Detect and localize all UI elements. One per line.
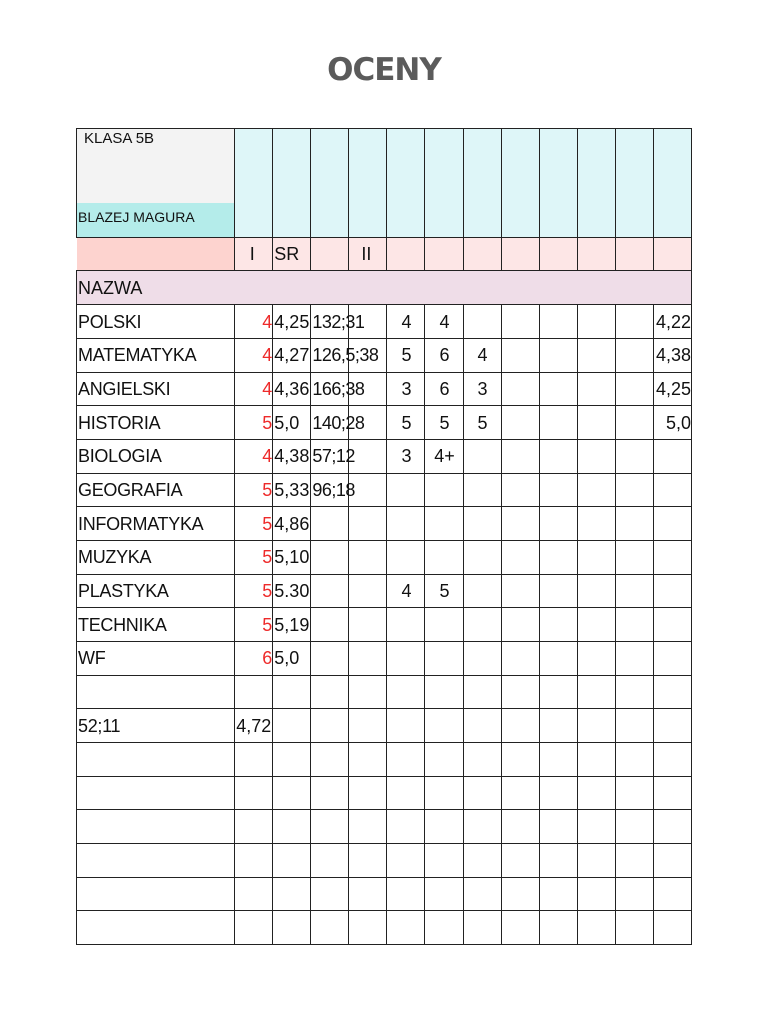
empty-cell bbox=[463, 238, 501, 271]
grade-cell: 3 bbox=[387, 372, 425, 406]
empty-cell bbox=[539, 641, 577, 675]
empty-cell bbox=[501, 507, 539, 541]
empty-cell bbox=[349, 541, 387, 575]
header-info-row bbox=[77, 129, 692, 238]
empty-cell bbox=[387, 843, 425, 877]
points-ratio bbox=[311, 574, 349, 608]
subject-row bbox=[77, 339, 692, 373]
empty-cell bbox=[387, 675, 425, 709]
empty-cell bbox=[311, 709, 349, 743]
grade-cell: 5 bbox=[387, 339, 425, 373]
empty-cell bbox=[501, 877, 539, 911]
grade-cell: 6 bbox=[425, 339, 463, 373]
average-value: 4,38 bbox=[273, 440, 311, 474]
points-ratio bbox=[311, 641, 349, 675]
empty-cell bbox=[425, 911, 463, 945]
grade-cell bbox=[463, 608, 501, 642]
empty-cell bbox=[615, 877, 653, 911]
empty-cell bbox=[615, 810, 653, 844]
empty-cell bbox=[615, 473, 653, 507]
empty-cell bbox=[425, 776, 463, 810]
first-term-grade: 4 bbox=[235, 372, 273, 406]
empty-cell bbox=[539, 709, 577, 743]
empty-cell bbox=[501, 305, 539, 339]
student-name: BLAZEJ MAGURA bbox=[77, 203, 234, 237]
grade-cell bbox=[463, 507, 501, 541]
column-header-row bbox=[77, 238, 692, 271]
grade-cell bbox=[425, 507, 463, 541]
empty-cell bbox=[311, 810, 349, 844]
empty-cell bbox=[77, 675, 235, 709]
empty-cell bbox=[615, 608, 653, 642]
average-value: 5.30 bbox=[273, 574, 311, 608]
empty-cell bbox=[539, 574, 577, 608]
empty-cell bbox=[235, 776, 273, 810]
empty-cell bbox=[273, 742, 311, 776]
empty-cell bbox=[501, 709, 539, 743]
empty-cell bbox=[577, 507, 615, 541]
subject-row bbox=[77, 608, 692, 642]
grade-cell bbox=[425, 473, 463, 507]
empty-cell bbox=[539, 911, 577, 945]
grade-cell bbox=[463, 541, 501, 575]
empty-cell bbox=[349, 709, 387, 743]
final-average: 4,38 bbox=[653, 339, 691, 373]
blank-row bbox=[77, 810, 692, 844]
empty-cell bbox=[235, 810, 273, 844]
subject-name: MUZYKA bbox=[77, 541, 235, 575]
empty-cell bbox=[539, 742, 577, 776]
empty-cell bbox=[425, 238, 463, 271]
empty-cell bbox=[77, 911, 235, 945]
grade-cell: 4 bbox=[387, 305, 425, 339]
empty-cell bbox=[425, 742, 463, 776]
empty-cell bbox=[425, 129, 463, 238]
subject-name: GEOGRAFIA bbox=[77, 473, 235, 507]
empty-cell bbox=[349, 129, 387, 238]
points-ratio bbox=[311, 608, 349, 642]
first-term-grade: 4 bbox=[235, 305, 273, 339]
points-ratio bbox=[311, 507, 349, 541]
empty-cell bbox=[653, 877, 691, 911]
empty-cell bbox=[539, 675, 577, 709]
empty-cell bbox=[577, 406, 615, 440]
grade-cell bbox=[463, 641, 501, 675]
first-term-grade: 5 bbox=[235, 608, 273, 642]
empty-cell bbox=[311, 843, 349, 877]
empty-cell bbox=[425, 675, 463, 709]
empty-cell bbox=[539, 372, 577, 406]
empty-cell bbox=[539, 440, 577, 474]
empty-cell bbox=[387, 238, 425, 271]
empty-cell bbox=[463, 810, 501, 844]
empty-cell bbox=[349, 574, 387, 608]
blank-row bbox=[77, 877, 692, 911]
subject-row bbox=[77, 440, 692, 474]
empty-cell bbox=[273, 129, 311, 238]
empty-cell bbox=[349, 911, 387, 945]
empty-cell bbox=[577, 641, 615, 675]
empty-cell bbox=[615, 372, 653, 406]
final-average bbox=[653, 641, 691, 675]
grade-cell: 4 bbox=[463, 339, 501, 373]
empty-cell bbox=[539, 810, 577, 844]
empty-cell bbox=[653, 709, 691, 743]
grade-cell bbox=[387, 473, 425, 507]
final-average bbox=[653, 440, 691, 474]
header-second-term: II bbox=[349, 238, 387, 271]
average-value: 5,10 bbox=[273, 541, 311, 575]
empty-cell bbox=[273, 911, 311, 945]
empty-cell bbox=[577, 742, 615, 776]
summary-row bbox=[77, 709, 692, 743]
empty-cell bbox=[653, 911, 691, 945]
empty-cell bbox=[311, 675, 349, 709]
final-average bbox=[653, 608, 691, 642]
empty-cell bbox=[615, 305, 653, 339]
empty-cell bbox=[577, 305, 615, 339]
empty-cell bbox=[539, 608, 577, 642]
empty-cell bbox=[235, 675, 273, 709]
empty-cell bbox=[77, 742, 235, 776]
empty-cell bbox=[387, 911, 425, 945]
empty-cell bbox=[539, 473, 577, 507]
grade-cell bbox=[425, 608, 463, 642]
grades-table bbox=[76, 128, 692, 945]
empty-cell bbox=[615, 843, 653, 877]
first-term-grade: 5 bbox=[235, 574, 273, 608]
empty-cell bbox=[501, 608, 539, 642]
section-label: NAZWA bbox=[77, 270, 692, 305]
empty-cell bbox=[615, 507, 653, 541]
grade-cell bbox=[387, 608, 425, 642]
empty-cell bbox=[615, 675, 653, 709]
page-title: OCENY bbox=[327, 52, 441, 88]
empty-cell bbox=[653, 810, 691, 844]
empty-cell bbox=[539, 843, 577, 877]
subject-row bbox=[77, 641, 692, 675]
empty-cell bbox=[387, 709, 425, 743]
empty-cell bbox=[235, 843, 273, 877]
points-ratio bbox=[311, 541, 349, 575]
subject-name: HISTORIA bbox=[77, 406, 235, 440]
blank-row bbox=[77, 742, 692, 776]
empty-cell bbox=[577, 911, 615, 945]
points-ratio: 126,5;38 bbox=[311, 339, 349, 373]
empty-cell bbox=[311, 911, 349, 945]
empty-cell bbox=[235, 742, 273, 776]
empty-cell bbox=[463, 742, 501, 776]
subject-row bbox=[77, 574, 692, 608]
section-row bbox=[77, 270, 692, 305]
empty-cell bbox=[387, 742, 425, 776]
empty-cell bbox=[615, 129, 653, 238]
empty-cell bbox=[501, 406, 539, 440]
empty-cell bbox=[235, 877, 273, 911]
empty-cell bbox=[463, 911, 501, 945]
empty-cell bbox=[311, 877, 349, 911]
empty-cell bbox=[463, 709, 501, 743]
final-average: 5,0 bbox=[653, 406, 691, 440]
empty-cell bbox=[653, 129, 691, 238]
empty-cell bbox=[311, 238, 349, 271]
first-term-grade: 5 bbox=[235, 507, 273, 541]
empty-cell bbox=[615, 440, 653, 474]
empty-cell bbox=[577, 372, 615, 406]
empty-cell bbox=[387, 877, 425, 911]
first-term-grade: 5 bbox=[235, 473, 273, 507]
empty-cell bbox=[615, 776, 653, 810]
first-term-grade: 5 bbox=[235, 541, 273, 575]
empty-cell bbox=[77, 238, 235, 271]
empty-cell bbox=[349, 776, 387, 810]
subject-name: PLASTYKA bbox=[77, 574, 235, 608]
empty-cell bbox=[615, 406, 653, 440]
empty-cell bbox=[235, 129, 273, 238]
empty-cell bbox=[77, 877, 235, 911]
summary-average: 4,72 bbox=[235, 709, 273, 743]
average-value: 4,25 bbox=[273, 305, 311, 339]
first-term-grade: 6 bbox=[235, 641, 273, 675]
empty-cell bbox=[349, 507, 387, 541]
empty-cell bbox=[425, 843, 463, 877]
empty-cell bbox=[615, 911, 653, 945]
empty-cell bbox=[539, 238, 577, 271]
empty-cell bbox=[349, 742, 387, 776]
final-average bbox=[653, 541, 691, 575]
subject-name: POLSKI bbox=[77, 305, 235, 339]
empty-cell bbox=[539, 129, 577, 238]
empty-cell bbox=[463, 877, 501, 911]
empty-cell bbox=[273, 877, 311, 911]
grade-cell bbox=[387, 641, 425, 675]
average-value: 5,19 bbox=[273, 608, 311, 642]
empty-cell bbox=[615, 238, 653, 271]
subject-row bbox=[77, 406, 692, 440]
first-term-grade: 5 bbox=[235, 406, 273, 440]
empty-cell bbox=[349, 877, 387, 911]
blank-row bbox=[77, 776, 692, 810]
empty-cell bbox=[577, 608, 615, 642]
subject-row bbox=[77, 541, 692, 575]
grade-cell: 4+ bbox=[425, 440, 463, 474]
empty-cell bbox=[311, 129, 349, 238]
points-ratio: 132;31 bbox=[311, 305, 349, 339]
empty-cell bbox=[615, 641, 653, 675]
empty-cell bbox=[615, 574, 653, 608]
average-value: 4,27 bbox=[273, 339, 311, 373]
grade-cell bbox=[463, 574, 501, 608]
empty-cell bbox=[425, 810, 463, 844]
empty-cell bbox=[463, 675, 501, 709]
subject-row bbox=[77, 507, 692, 541]
empty-cell bbox=[615, 339, 653, 373]
blank-row bbox=[77, 911, 692, 945]
empty-cell bbox=[387, 776, 425, 810]
grade-cell bbox=[387, 541, 425, 575]
empty-cell bbox=[463, 776, 501, 810]
subject-row bbox=[77, 305, 692, 339]
final-average bbox=[653, 574, 691, 608]
empty-cell bbox=[387, 129, 425, 238]
empty-cell bbox=[653, 742, 691, 776]
subject-name: WF bbox=[77, 641, 235, 675]
empty-cell bbox=[77, 810, 235, 844]
empty-cell bbox=[349, 675, 387, 709]
empty-cell bbox=[615, 742, 653, 776]
grade-cell bbox=[425, 641, 463, 675]
subject-name: ANGIELSKI bbox=[77, 372, 235, 406]
subject-name: BIOLOGIA bbox=[77, 440, 235, 474]
empty-cell bbox=[577, 843, 615, 877]
empty-cell bbox=[539, 541, 577, 575]
subject-name: INFORMATYKA bbox=[77, 507, 235, 541]
final-average: 4,25 bbox=[653, 372, 691, 406]
grade-cell: 4 bbox=[425, 305, 463, 339]
summary-total: 52;11 bbox=[77, 709, 235, 743]
empty-cell bbox=[577, 776, 615, 810]
empty-cell bbox=[349, 608, 387, 642]
empty-cell bbox=[577, 709, 615, 743]
empty-cell bbox=[577, 810, 615, 844]
empty-cell bbox=[539, 877, 577, 911]
points-ratio: 140;28 bbox=[311, 406, 349, 440]
empty-cell bbox=[539, 507, 577, 541]
blank-row bbox=[77, 675, 692, 709]
empty-cell bbox=[349, 843, 387, 877]
empty-cell bbox=[501, 440, 539, 474]
empty-cell bbox=[577, 238, 615, 271]
empty-cell bbox=[349, 641, 387, 675]
empty-cell bbox=[577, 473, 615, 507]
grade-cell bbox=[463, 305, 501, 339]
empty-cell bbox=[387, 810, 425, 844]
empty-cell bbox=[615, 709, 653, 743]
empty-cell bbox=[577, 675, 615, 709]
final-average bbox=[653, 507, 691, 541]
header-first-term: I bbox=[235, 238, 273, 271]
empty-cell bbox=[77, 843, 235, 877]
empty-cell bbox=[273, 810, 311, 844]
grade-cell bbox=[425, 541, 463, 575]
grade-cell: 5 bbox=[425, 574, 463, 608]
empty-cell bbox=[273, 709, 311, 743]
empty-cell bbox=[653, 675, 691, 709]
grade-cell bbox=[463, 473, 501, 507]
empty-cell bbox=[653, 776, 691, 810]
empty-cell bbox=[463, 843, 501, 877]
empty-cell bbox=[501, 541, 539, 575]
grade-cell: 5 bbox=[463, 406, 501, 440]
grade-cell: 5 bbox=[387, 406, 425, 440]
empty-cell bbox=[311, 742, 349, 776]
empty-cell bbox=[425, 877, 463, 911]
grade-cell: 6 bbox=[425, 372, 463, 406]
grade-cell: 5 bbox=[425, 406, 463, 440]
subject-name: MATEMATYKA bbox=[77, 339, 235, 373]
empty-cell bbox=[577, 129, 615, 238]
empty-cell bbox=[539, 339, 577, 373]
first-term-grade: 4 bbox=[235, 339, 273, 373]
first-term-grade: 4 bbox=[235, 440, 273, 474]
empty-cell bbox=[577, 339, 615, 373]
empty-cell bbox=[501, 238, 539, 271]
empty-cell bbox=[501, 742, 539, 776]
empty-cell bbox=[501, 372, 539, 406]
empty-cell bbox=[501, 810, 539, 844]
grade-cell: 4 bbox=[387, 574, 425, 608]
subject-row bbox=[77, 473, 692, 507]
empty-cell bbox=[577, 440, 615, 474]
grade-cell: 3 bbox=[463, 372, 501, 406]
average-value: 4,86 bbox=[273, 507, 311, 541]
empty-cell bbox=[539, 305, 577, 339]
header-average: SR bbox=[273, 238, 311, 271]
final-average: 4,22 bbox=[653, 305, 691, 339]
subject-name: TECHNIKA bbox=[77, 608, 235, 642]
empty-cell bbox=[77, 776, 235, 810]
empty-cell bbox=[577, 574, 615, 608]
points-ratio: 96;18 bbox=[311, 473, 349, 507]
average-value: 5,0 bbox=[273, 641, 311, 675]
empty-cell bbox=[501, 641, 539, 675]
empty-cell bbox=[501, 574, 539, 608]
empty-cell bbox=[501, 339, 539, 373]
empty-cell bbox=[501, 675, 539, 709]
grade-cell bbox=[463, 440, 501, 474]
class-label: KLASA 5B bbox=[84, 130, 155, 147]
empty-cell bbox=[235, 911, 273, 945]
empty-cell bbox=[615, 541, 653, 575]
empty-cell bbox=[653, 843, 691, 877]
average-value: 5,0 bbox=[273, 406, 311, 440]
average-value: 4,36 bbox=[273, 372, 311, 406]
points-ratio: 57;12 bbox=[311, 440, 349, 474]
empty-cell bbox=[539, 776, 577, 810]
subject-row bbox=[77, 372, 692, 406]
empty-cell bbox=[501, 776, 539, 810]
empty-cell bbox=[463, 129, 501, 238]
empty-cell bbox=[273, 776, 311, 810]
empty-cell bbox=[653, 238, 691, 271]
average-value: 5,33 bbox=[273, 473, 311, 507]
empty-cell bbox=[349, 810, 387, 844]
blank-row bbox=[77, 843, 692, 877]
empty-cell bbox=[539, 406, 577, 440]
empty-cell bbox=[501, 843, 539, 877]
points-ratio: 166;38 bbox=[311, 372, 349, 406]
empty-cell bbox=[501, 129, 539, 238]
empty-cell bbox=[311, 776, 349, 810]
empty-cell bbox=[425, 709, 463, 743]
empty-cell bbox=[501, 911, 539, 945]
empty-cell bbox=[577, 877, 615, 911]
grade-cell: 3 bbox=[387, 440, 425, 474]
empty-cell bbox=[273, 843, 311, 877]
empty-cell bbox=[501, 473, 539, 507]
final-average bbox=[653, 473, 691, 507]
empty-cell bbox=[273, 675, 311, 709]
class-info-cell bbox=[77, 129, 235, 238]
empty-cell bbox=[577, 541, 615, 575]
grade-cell bbox=[387, 507, 425, 541]
